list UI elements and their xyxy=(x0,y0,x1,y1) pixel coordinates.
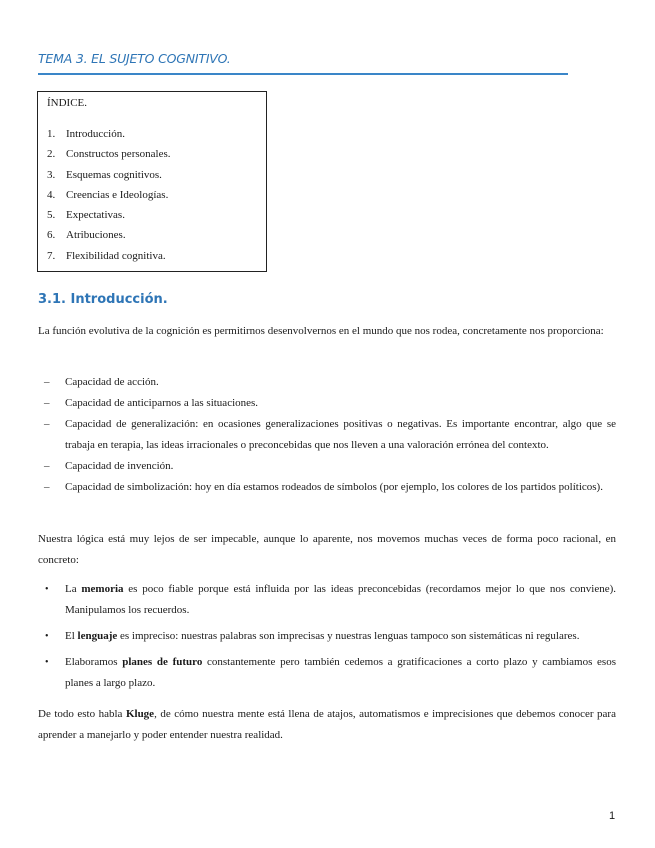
index-item-number: 4. xyxy=(47,188,56,201)
dash-marker: – xyxy=(44,460,50,472)
dash-marker: – xyxy=(44,418,50,430)
bold-term: planes de futuro xyxy=(122,656,203,668)
intro-paragraph: La función evolutiva de la cognición es permitirnos desenvolvernos en el mundo que nos rodea, concretamente nos proporciona: xyxy=(38,325,604,337)
document-title: TEMA 3. EL SUJETO COGNITIVO. xyxy=(38,51,231,66)
index-item xyxy=(47,208,170,228)
list-item-text: Capacidad de invención. xyxy=(65,460,174,472)
bullet-item: • El lenguaje es impreciso: nuestras palabras son imprecisas y nuestras lenguas tampoco son sistemáticas ni regulares. xyxy=(38,626,616,647)
section-heading: 3.1. Introducción. xyxy=(38,292,168,307)
index-item-label: Creencias e Ideologías. xyxy=(66,188,169,201)
index-item-label: Introducción. xyxy=(66,128,125,140)
bullet-list xyxy=(38,579,616,699)
index-item-number: 6. xyxy=(47,229,56,242)
list-item xyxy=(38,372,616,393)
dash-marker: – xyxy=(44,397,50,409)
index-item-label: Expectativas. xyxy=(66,209,125,222)
index-item-label: Esquemas cognitivos. xyxy=(66,168,162,181)
bold-term: memoria xyxy=(81,583,124,595)
list-item-text: Capacidad de anticiparnos a las situaciones. xyxy=(65,397,259,409)
bullet-item: • Elaboramos planes de futuro constantemente pero también cedemos a gratificaciones a corto plazo y cambiamos esos planes a largo plazo. xyxy=(38,652,616,694)
list-item-text: Capacidad de acción. xyxy=(65,376,159,388)
index-item-label: Constructos personales. xyxy=(66,148,171,161)
list-item xyxy=(38,393,616,414)
list-item xyxy=(38,414,616,456)
index-item xyxy=(47,147,170,167)
index-item xyxy=(47,188,170,208)
dash-marker: – xyxy=(44,481,50,493)
index-item-number: 7. xyxy=(47,249,56,262)
index-item-label: Flexibilidad cognitiva. xyxy=(66,249,166,262)
index-item-number: 5. xyxy=(47,209,56,222)
bold-term: Kluge xyxy=(125,708,155,720)
index-item xyxy=(47,228,170,248)
dash-marker: – xyxy=(44,376,50,388)
list-item xyxy=(38,456,616,477)
title-underline xyxy=(38,73,568,75)
index-item xyxy=(47,249,170,269)
bullet-marker: • xyxy=(45,657,49,668)
list-item xyxy=(38,477,616,498)
list-item-text: Capacidad de simbolización: hoy en día estamos rodeados de símbolos (por ejemplo, los colores de los partidos políticos). xyxy=(65,481,603,493)
index-item-number: 3. xyxy=(47,168,56,181)
bullet-item: • La memoria es poco fiable porque está influida por las ideas preconcebidas (recordamos mejor lo que nos conviene). Manipulamos los recuerdos. xyxy=(38,579,616,621)
closing-paragraph: De todo esto habla Kluge, de cómo nuestra mente está llena de atajos, automatismos e imprecisiones que debemos conocer para aprender a manejarlo y poder entender nuestra realidad. xyxy=(38,708,616,741)
index-list xyxy=(47,127,170,269)
index-item xyxy=(47,127,170,147)
index-item xyxy=(47,168,170,188)
index-item-label: Atribuciones. xyxy=(66,229,126,242)
index-heading: ÍNDICE. xyxy=(47,97,88,109)
bold-term: lenguaje xyxy=(77,630,118,642)
index-box xyxy=(37,91,267,272)
page-number: 1 xyxy=(609,810,616,822)
index-item-number: 1. xyxy=(47,128,56,140)
list-item-text: Capacidad de generalización: en ocasiones generalizaciones positivas o negativas. Es importante encontrar, algo que se trabaja en terapia, las ideas irracionales o preconcebidas que nos lleven a una valoración errónea del contexto. xyxy=(65,418,616,451)
bullet-marker: • xyxy=(45,584,49,595)
capacities-list xyxy=(38,372,616,498)
bullet-marker: • xyxy=(45,631,49,642)
index-item-number: 2. xyxy=(47,148,56,161)
logic-paragraph: Nuestra lógica está muy lejos de ser impecable, aunque lo aparente, nos movemos muchas veces de forma poco racional, en concreto: xyxy=(38,533,616,566)
